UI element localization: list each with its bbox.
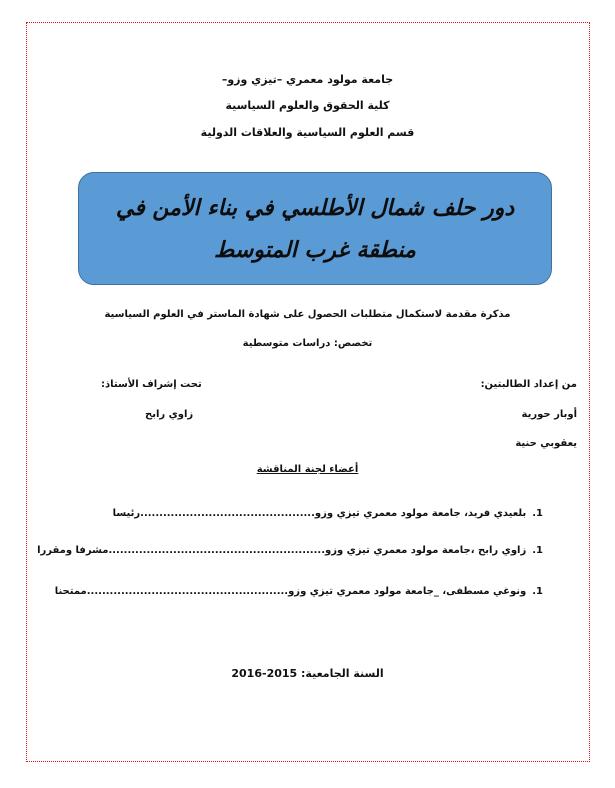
member-role: رئيسا: [112, 508, 141, 519]
member-name: ونوغي مسطفى، _جامعة مولود معمري تيزي وزو: [288, 586, 527, 597]
member-number: 1.: [532, 545, 543, 556]
academic-year: السنة الجامعية: 2015-2016: [231, 667, 384, 680]
supervisor-label: تحت إشراف الأستاذ:: [101, 379, 202, 390]
member-name: زاوي رابح ،جامعة مولود معمري تيزي وزو: [325, 545, 527, 556]
member-dots: .........................................................: [108, 545, 325, 556]
member-number: 1.: [532, 586, 543, 597]
member-name: بلعيدي فريد، جامعة مولود معمري تيزي وزو: [314, 508, 527, 519]
committee-member-2: [37, 545, 543, 556]
member-number: 1.: [532, 508, 543, 519]
committee-heading: [0, 464, 615, 475]
student-name-1: أوبار حورية: [521, 409, 577, 420]
student-name-2: يعقوبي حنية: [515, 438, 577, 449]
committee-member-3: [55, 586, 543, 597]
title-box: [78, 172, 552, 285]
member-role: ممتحنا: [54, 586, 87, 597]
member-role: مشرفا ومقررا: [37, 545, 109, 556]
member-dots: ..............................................: [140, 508, 315, 519]
faculty-name: كلية الحقوق والعلوم السياسية: [225, 99, 390, 112]
prepared-by-label: من إعداد الطالبتين:: [480, 379, 577, 390]
thesis-title: دور حلف شمال الأطلسي في بناء الأمن في منطقة غرب المتوسط: [115, 194, 515, 263]
specialization: تخصص: دراسات متوسطية: [242, 338, 373, 349]
committee-heading-text: أعضاء لجنة المناقشة: [256, 464, 359, 475]
memo-description: مذكرة مقدمة لاستكمال متطلبات الحصول على شهادة الماستر في العلوم السياسية: [104, 309, 511, 320]
supervisor-name: زاوي رابح: [145, 409, 194, 420]
department-name: قسم العلوم السياسية والعلاقات الدولية: [200, 126, 415, 139]
university-name: جامعة مولود معمري –تيزي وزو–: [221, 73, 394, 86]
committee-member-1: [113, 508, 543, 519]
member-dots: .....................................................: [86, 586, 289, 597]
